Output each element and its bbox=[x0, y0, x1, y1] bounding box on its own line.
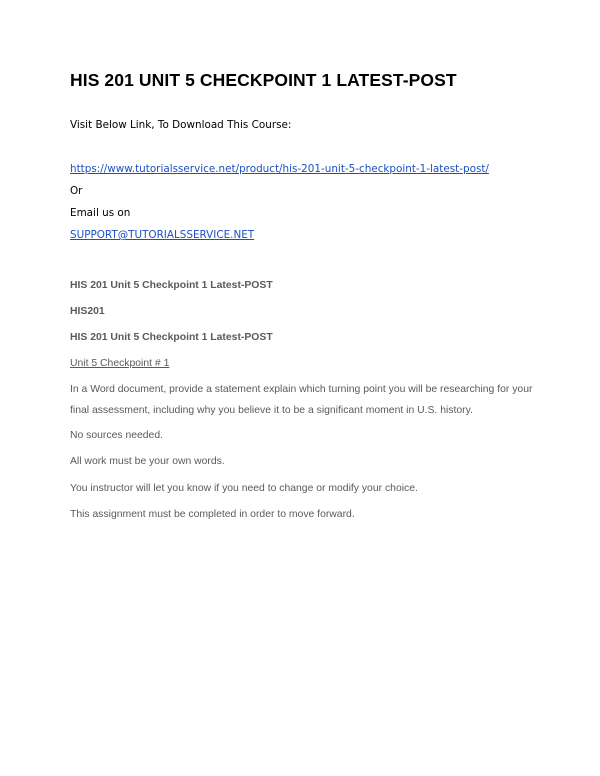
or-text: Or bbox=[70, 185, 83, 197]
download-intro-text: Visit Below Link, To Download This Course: bbox=[70, 119, 292, 131]
course-code: HIS201 bbox=[70, 306, 105, 317]
instructor-note: You instructor will let you know if you need to change or modify your choice. bbox=[70, 483, 418, 494]
course-download-link[interactable]: https://www.tutorialsservice.net/product/his-201-unit-5-checkpoint-1-latest-post/ bbox=[70, 163, 489, 175]
sources-note: No sources needed. bbox=[70, 430, 163, 441]
course-heading-secondary: HIS 201 Unit 5 Checkpoint 1 Latest-POST bbox=[70, 332, 273, 343]
assignment-instructions: In a Word document, provide a statement explain which turning point you will be researching for your final assessment, including why you believe it to be a significant moment in U.S. history. bbox=[70, 384, 533, 416]
email-prompt-text: Email us on bbox=[70, 207, 131, 219]
own-words-note: All work must be your own words. bbox=[70, 456, 225, 467]
document-title: HIS 201 UNIT 5 CHECKPOINT 1 LATEST-POST bbox=[70, 70, 457, 90]
completion-note: This assignment must be completed in order to move forward. bbox=[70, 509, 355, 520]
support-email-link[interactable]: SUPPORT@TUTORIALSSERVICE.NET bbox=[70, 229, 255, 241]
course-heading-primary: HIS 201 Unit 5 Checkpoint 1 Latest-POST bbox=[70, 280, 273, 291]
checkpoint-label: Unit 5 Checkpoint # 1 bbox=[70, 358, 170, 369]
